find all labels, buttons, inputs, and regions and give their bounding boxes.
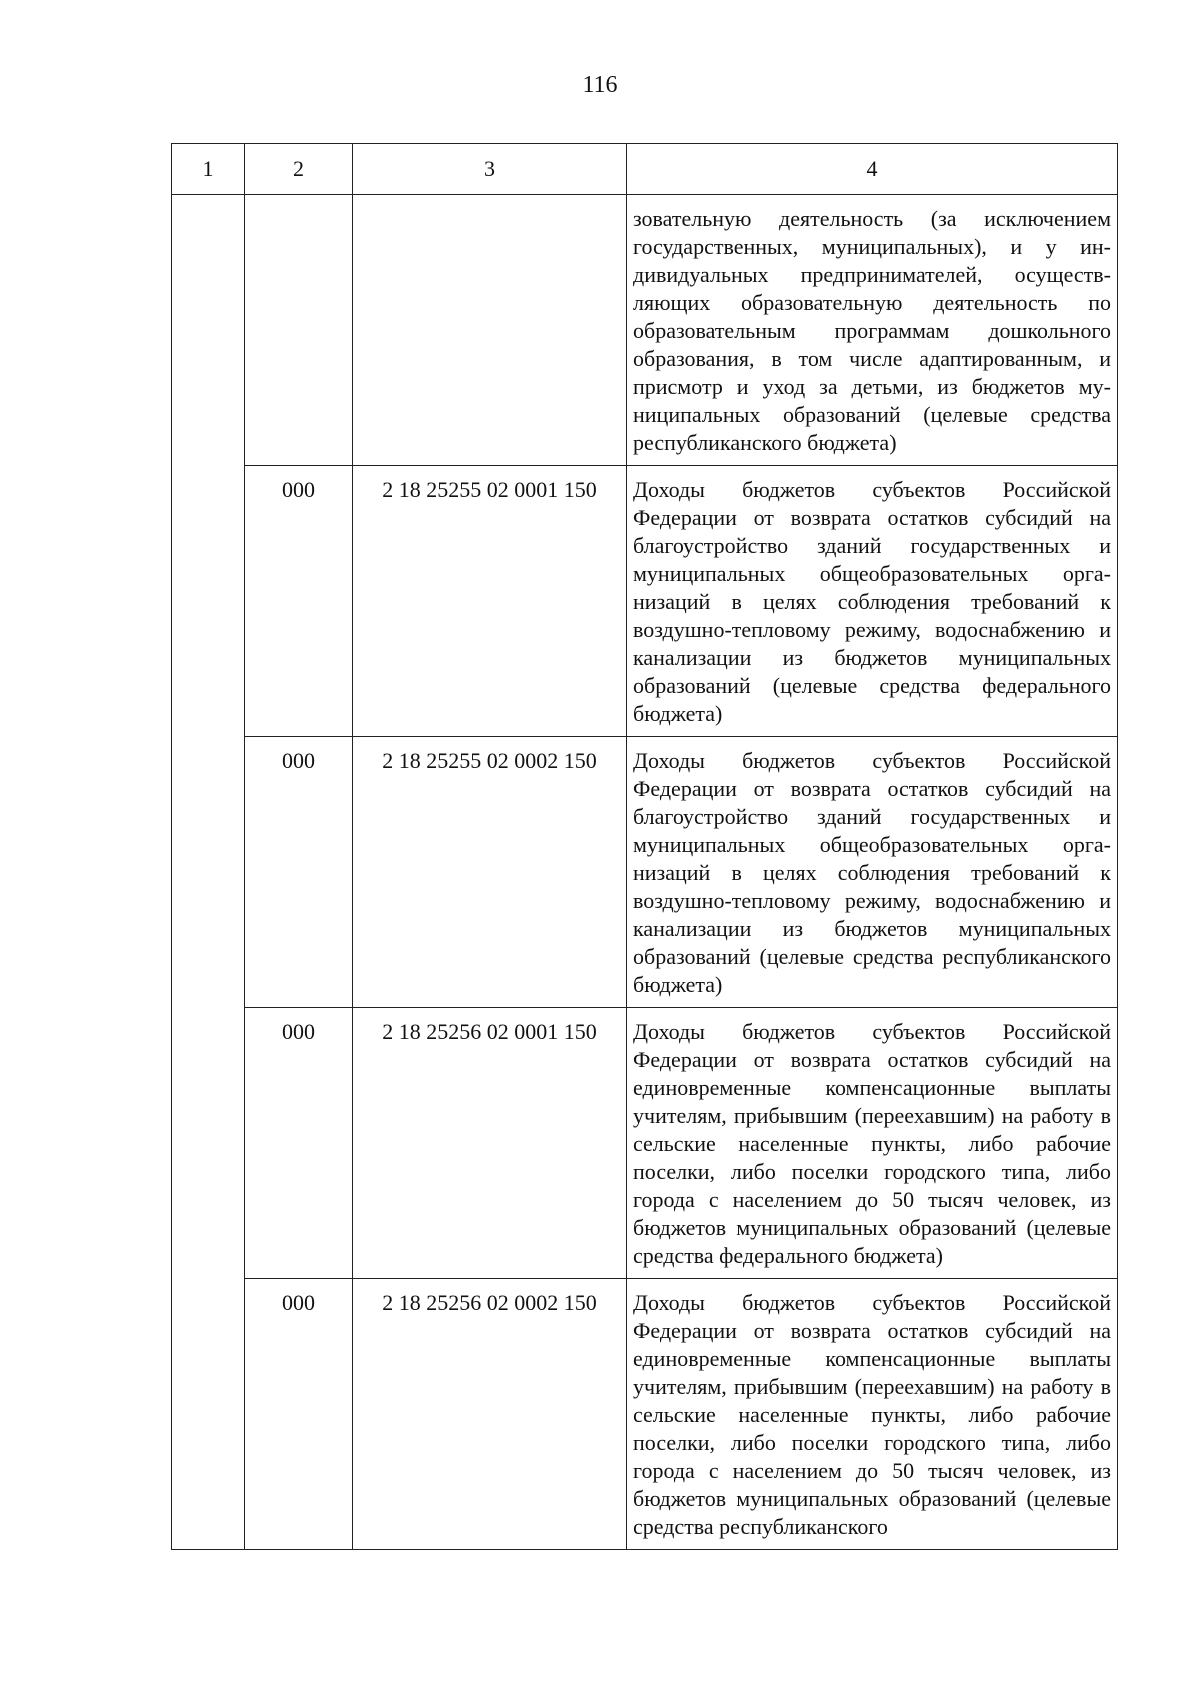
budget-classification-table bbox=[171, 143, 1118, 1550]
description-cell: Доходы бюджетов субъектов Российской Федерации от возврата остатков субсидий на благоустройство зданий государственных и муниципальных общеобразовательных организаций в целях соблюдения требований к воздушно-тепловому режиму, водоснабжению и канализации из бюджетов муниципальных образований (целевые средства республиканского бюджета) bbox=[627, 737, 1118, 1008]
admin-code-cell: 000 bbox=[245, 1279, 353, 1550]
admin-code-cell: 000 bbox=[245, 1008, 353, 1279]
table-row bbox=[172, 466, 1118, 737]
header-col-3: 3 bbox=[353, 144, 627, 195]
header-col-4: 4 bbox=[627, 144, 1118, 195]
budget-code-cell bbox=[353, 195, 627, 466]
table-row bbox=[172, 1008, 1118, 1279]
budget-code-cell: 2 18 25256 02 0002 150 bbox=[353, 1279, 627, 1550]
description-cell: Доходы бюджетов субъектов Российской Федерации от возврата остатков субсидий на единовременные компенсационные выплаты учителям, прибывшим (переехавшим) на работу в сельские населенные пункты, либо рабочие поселки, либо поселки городского типа, либо города с населением до 50 тысяч человек, из бюджетов муниципальных образований (целевые средства республиканского bbox=[627, 1279, 1118, 1550]
page-number: 116 bbox=[582, 72, 618, 98]
row-number-cell bbox=[172, 195, 245, 1550]
header-col-1: 1 bbox=[172, 144, 245, 195]
header-col-2: 2 bbox=[245, 144, 353, 195]
table-row bbox=[172, 1279, 1118, 1550]
budget-code-cell: 2 18 25256 02 0001 150 bbox=[353, 1008, 627, 1279]
table-header-row bbox=[172, 144, 1118, 195]
admin-code-cell: 000 bbox=[245, 737, 353, 1008]
description-cell: Доходы бюджетов субъектов Российской Федерации от возврата остатков субсидий на единовременные компенсационные выплаты учителям, прибывшим (переехавшим) на работу в сельские населенные пункты, либо рабочие поселки, либо поселки городского типа, либо города с населением до 50 тысяч человек, из бюджетов муниципальных образований (целевые средства федерального бюджета) bbox=[627, 1008, 1118, 1279]
table-row bbox=[172, 195, 1118, 466]
description-cell: зовательную деятельность (за исключением государственных, муниципальных), и у индивидуальных предпринимателей, осуществляющих образовательную деятельность по образовательным программам дошкольного образования, в том числе адаптированным, и присмотр и уход за детьми, из бюджетов муниципальных образований (целевые средства республиканского бюджета) bbox=[627, 195, 1118, 466]
budget-code-cell: 2 18 25255 02 0001 150 bbox=[353, 466, 627, 737]
budget-code-cell: 2 18 25255 02 0002 150 bbox=[353, 737, 627, 1008]
admin-code-cell bbox=[245, 195, 353, 466]
admin-code-cell: 000 bbox=[245, 466, 353, 737]
table-row bbox=[172, 737, 1118, 1008]
description-cell: Доходы бюджетов субъектов Российской Федерации от возврата остатков субсидий на благоустройство зданий государственных и муниципальных общеобразовательных организаций в целях соблюдения требований к воздушно-тепловому режиму, водоснабжению и канализации из бюджетов муниципальных образований (целевые средства федерального бюджета) bbox=[627, 466, 1118, 737]
